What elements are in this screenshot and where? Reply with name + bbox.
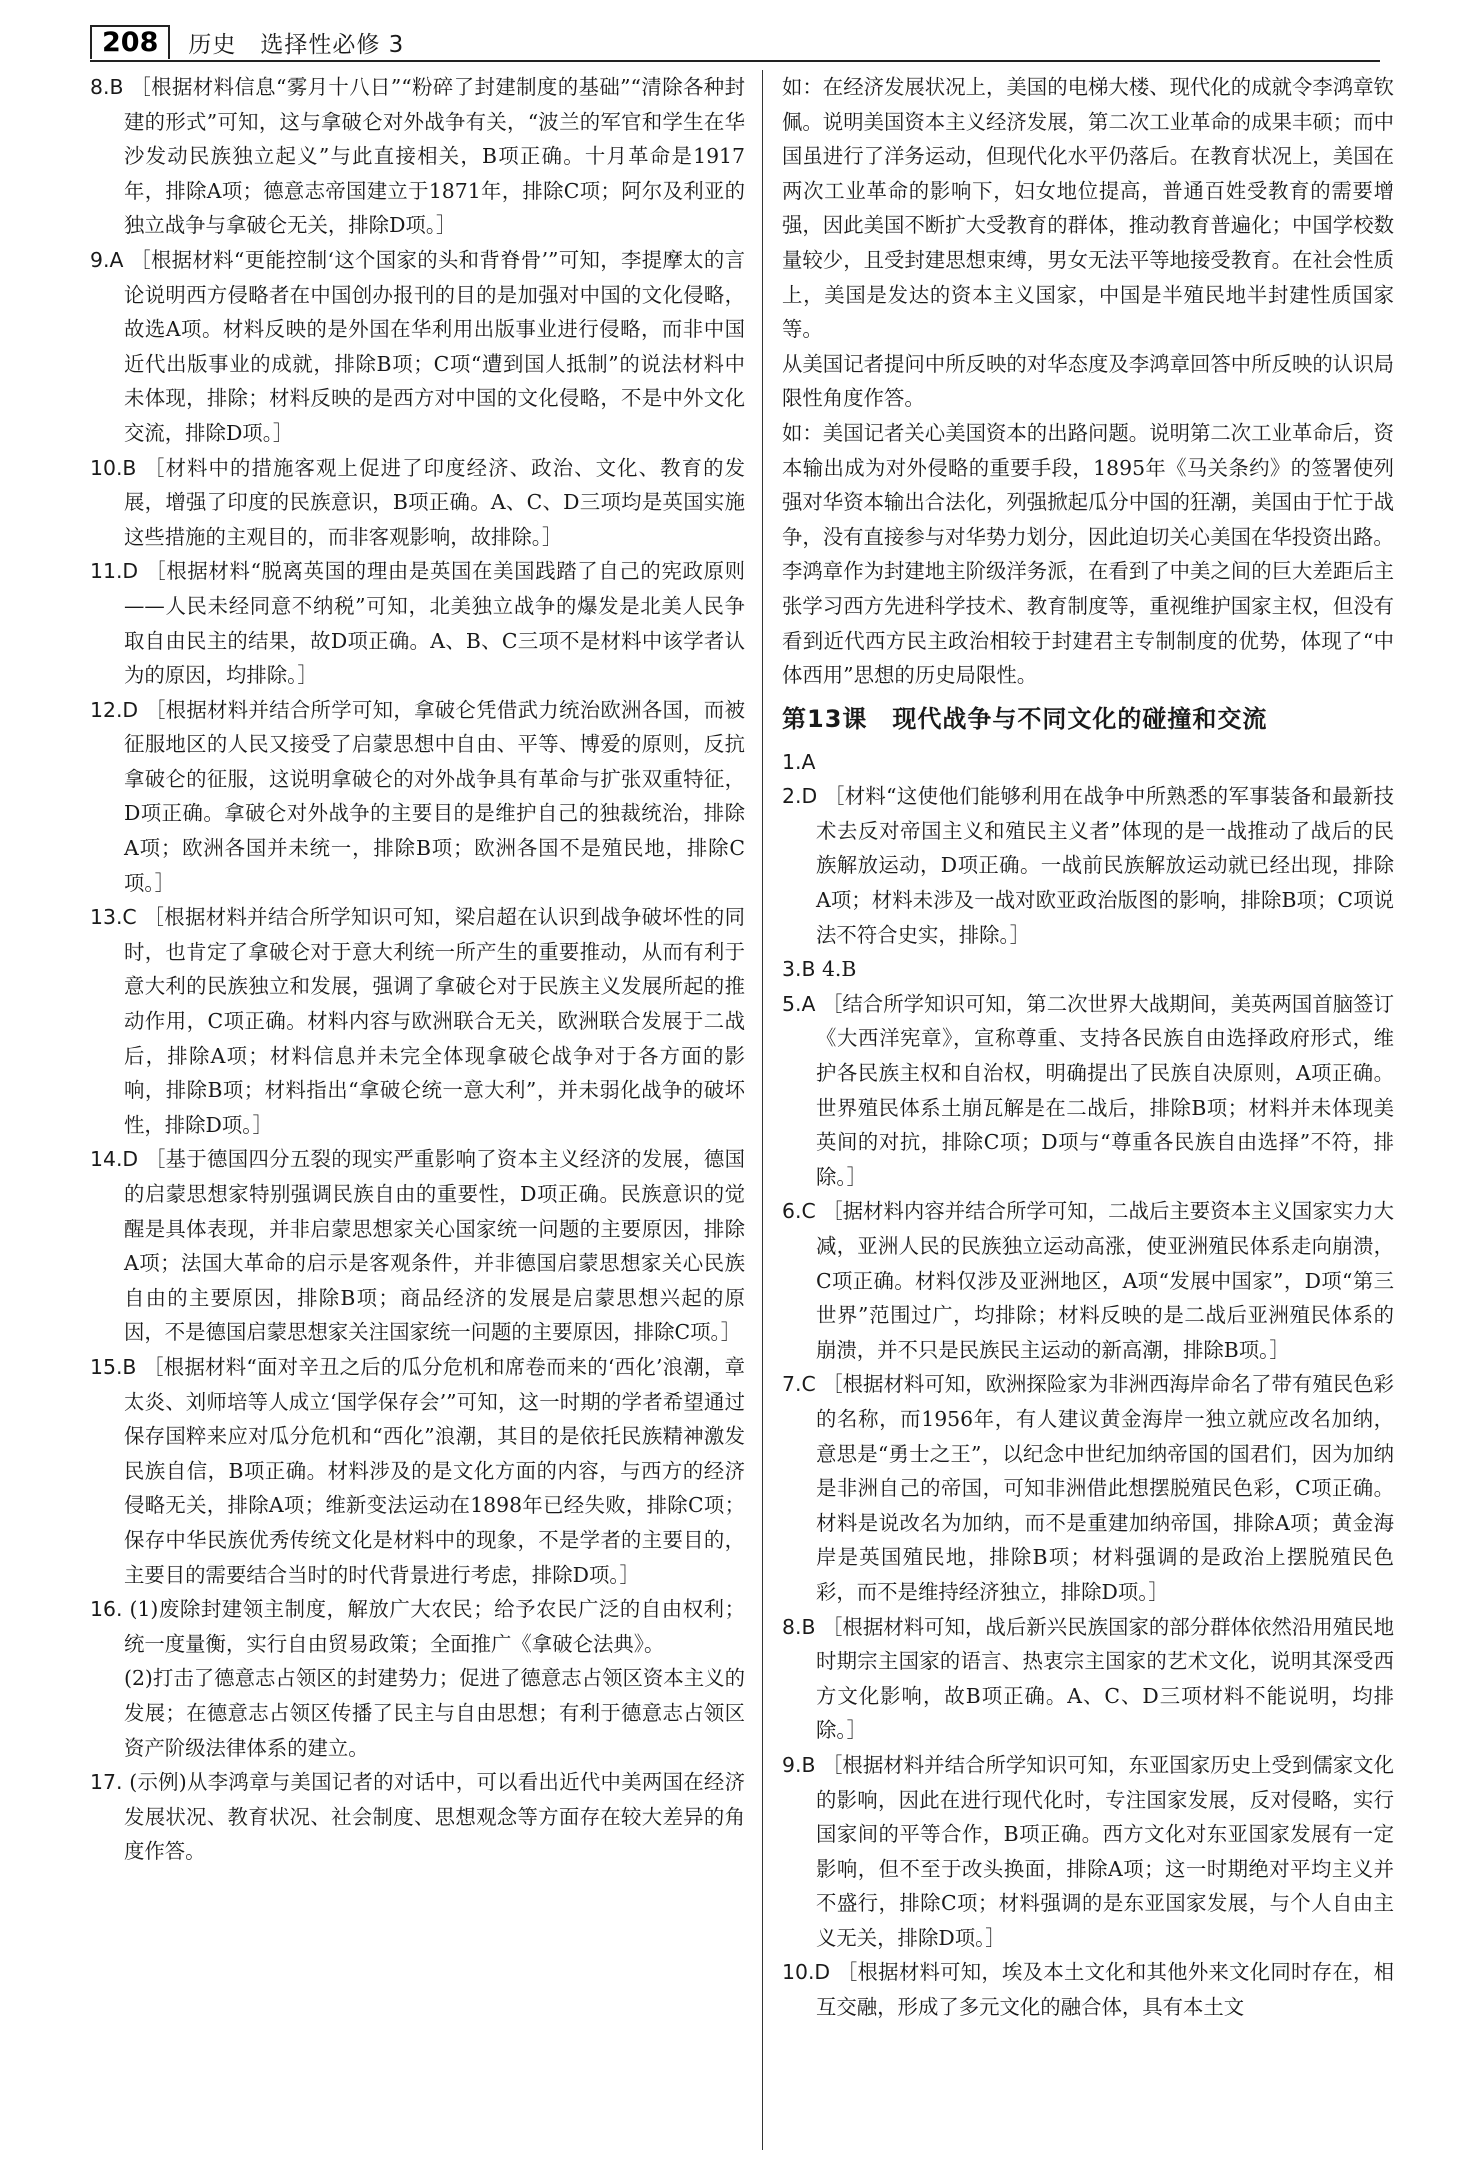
answer-text: ［根据材料可知，战后新兴民族国家的部分群体依然沿用殖民地时期宗主国家的语言、热衷宗主国家的艺术文化，说明其深受西方文化影响，故B项正确。A、C、D三项材料不能说明，均排除。］ [816, 1614, 1395, 1743]
subject-label: 历史 [188, 31, 237, 58]
right-column [782, 70, 1394, 2025]
answer-subpart: (2)打击了德意志占领区的封建势力；促进了德意志占领区资本主义的发展；在德意志占领区传播了民主与自由思想；有利于德意志占领区资产阶级法律体系的建立。 [124, 1666, 745, 1760]
answer-text: ［根据材料可知，欧洲探险家为非洲西海岸命名了带有殖民色彩的名称，而1956年，有人建议黄金海岸一独立就应改名加纳，意思是“勇士之王”，以纪念中世纪加纳帝国的国君们，因为加纳是非洲自己的帝国，可知非洲借此想摆脱殖民色彩，C项正确。材料是说改名为加纳，而不是重建加纳帝国，排除A项；黄金海岸是英国殖民地，排除B项；材料强调的是政治上摆脱殖民色彩，而不是维持经济独立，排除D项。］ [816, 1372, 1394, 1604]
answer-text: ［根据材料“脱离英国的理由是英国在美国践踏了自己的宪政原则——人民未经同意不纳税”可知，北美独立战争的爆发是北美人民争取自由民主的结果，故D项正确。A、B、C三项不是材料中该学者认为的原因，均排除。］ [124, 559, 745, 688]
answer-item [782, 952, 1394, 987]
answer-text: (示例)从李鸿章与美国记者的对话中，可以看出近代中美两国在经济发展状况、教育状况、社会制度、思想观念等方面存在较大差异的角度作答。 [124, 1770, 745, 1864]
answer-text: ［根据材料“面对辛丑之后的瓜分危机和席卷而来的‘西化’浪潮，章太炎、刘师培等人成立‘国学保存会’”可知，这一时期的学者希望通过保存国粹来应对瓜分危机和“西化”浪潮，其目的是依托民族精神激发民族自信，B项正确。材料涉及的是文化方面的内容，与西方的经济侵略无关，排除A项；维新变法运动在1898年已经失败，排除C项；保存中华民族优秀传统文化是材料中的现象，不是学者的主要目的，主要目的需要结合当时的时代背景进行考虑，排除D项。］ [124, 1354, 745, 1587]
answer-number: 10.B [90, 455, 137, 480]
answer-number: 7.C [782, 1372, 816, 1397]
answer-item [782, 1194, 1394, 1367]
answer-number: 5.A [782, 991, 816, 1016]
book-label: 选择性必修 3 [260, 31, 405, 58]
answer-item [782, 1610, 1394, 1748]
answer-number: 13.C [90, 905, 137, 930]
answer-text: ［根据材料可知，埃及本土文化和其他外来文化同时存在，相互交融，形成了多元文化的融合体，具有本土文 [816, 1960, 1395, 2020]
page-header [90, 24, 1380, 62]
answer-number: 15.B [90, 1354, 137, 1379]
answer-item [90, 1350, 745, 1592]
answer-number: 16. [90, 1597, 123, 1622]
answer-number: 1.A [782, 749, 816, 774]
left-column [90, 70, 745, 1869]
lesson-title: 第13课 现代战争与不同文化的碰撞和交流 [782, 704, 1268, 733]
page-number: 208 [90, 25, 170, 59]
answer-item [90, 900, 745, 1142]
answer-paragraph: 如：在经济发展状况上，美国的电梯大楼、现代化的成就令李鸿章钦佩。说明美国资本主义经济发展，第二次工业革命的成果丰硕；而中国虽进行了洋务运动，但现代化水平仍落后。在教育状况上，美国在两次工业革命的影响下，妇女地位提高，普通百姓受教育的需要增强，因此美国不断扩大受教育的群体，推动教育普遍化；中国学校数量较少，且受封建思想束缚，男女无法平等地接受教育。在社会性质上，美国是发达的资本主义国家，中国是半殖民地半封建性质国家等。 [782, 75, 1394, 342]
answer-number: 17. [90, 1770, 123, 1795]
answer-number: 3.B [782, 957, 816, 982]
answer-text: ［基于德国四分五裂的现实严重影响了资本主义经济的发展，德国的启蒙思想家特别强调民族自由的重要性，D项正确。民族意识的觉醒是具体表现，并非启蒙思想家关心国家统一问题的主要原因，排除A项；法国大革命的启示是客观条件，并非德国启蒙思想家关心民族自由的主要原因，排除B项；商品经济的发展是启蒙思想兴起的原因，不是德国启蒙思想家关注国家统一问题的主要原因，排除C项。］ [124, 1147, 745, 1345]
answer-paragraph: 如：美国记者关心美国资本的出路问题。说明第二次工业革命后，资本输出成为对外侵略的重要手段，1895年《马关条约》的签署使列强对华资本输出合法化，列强掀起瓜分中国的狂潮，美国由于忙于战争，没有直接参与对华势力划分，因此迫切关心美国在华投资出路。 [782, 420, 1394, 549]
answer-item [782, 1748, 1394, 1956]
answer-item [782, 1367, 1394, 1609]
answer-paragraph: 李鸿章作为封建地主阶级洋务派，在看到了中美之间的巨大差距后主张学习西方先进科学技术、教育制度等，重视维护国家主权，但没有看到近代西方民主政治相较于封建君主专制制度的优势，体现了“中体西用”思想的历史局限性。 [782, 559, 1394, 688]
answer-item [782, 987, 1394, 1195]
answer-item [90, 1592, 745, 1661]
answer-number: 8.B [90, 75, 124, 99]
answer-item [782, 779, 1394, 952]
answer-item [782, 745, 1394, 780]
answer-text: (1)废除封建领主制度，解放广大农民；给予农民广泛的自由权利；统一度量衡，实行自由贸易政策；全面推广《拿破仑法典》。 [124, 1597, 745, 1656]
answer-text: ［根据材料“更能控制‘这个国家的头和背脊骨’”可知，李提摩太的言论说明西方侵略者在中国创办报刊的目的是加强对中国的文化侵略，故选A项。材料反映的是外国在华利用出版事业进行侵略，而非中国近代出版事业的成就，排除B项；C项“遭到国人抵制”的说法材料中未体现，排除；材料反映的是西方对中国的文化侵略，不是中外文化交流，排除D项。］ [124, 247, 746, 445]
answer-item [90, 693, 745, 901]
answer-text: ［材料“这使他们能够利用在战争中所熟悉的军事装备和最新技术去反对帝国主义和殖民主义者”体现的是一战推动了战后的民族解放运动，D项正确。一战前民族解放运动就已经出现，排除A项；材料未涉及一战对欧亚政治版图的影响，排除B项；C项说法不符合史实，排除。］ [816, 784, 1395, 947]
answer-item [90, 243, 745, 451]
answer-item [90, 1142, 745, 1350]
answer-number: 9.A [90, 247, 124, 272]
answer-text: ［结合所学知识可知，第二次世界大战期间，美英两国首脑签订《大西洋宪章》，宣称尊重、支持各民族自由选择政府形式，维护各民族主权和自治权，明确提出了民族自决原则，A项正确。世界殖民体系土崩瓦解是在二战后，排除B项；材料并未体现美英间的对抗，排除C项；D项与“尊重各民族自由选择”不符，排除。］ [816, 991, 1395, 1189]
answer-item [90, 70, 745, 243]
answer-item [782, 1955, 1394, 2024]
answer-paragraph: 从美国记者提问中所反映的对华态度及李鸿章回答中所反映的认识局限性角度作答。 [782, 351, 1394, 411]
answer-item [90, 554, 745, 692]
answer-item [90, 451, 745, 555]
answer-number: 11.D [90, 559, 139, 584]
answer-number: 8.B [782, 1614, 816, 1639]
answer-number: 2.D [782, 784, 818, 809]
answer-item [90, 1765, 745, 1869]
answer-number: 12.D [90, 697, 139, 722]
answer-text: ［根据材料并结合所学知识可知，梁启超在认识到战争破坏性的同时，也肯定了拿破仑对于意大利统一所产生的重要推动，从而有利于意大利的民族独立和发展，强调了拿破仑对于民族主义发展所起的推动作用，C项正确。材料内容与欧洲联合无关，欧洲联合发展于二战后，排除A项；材料信息并未完全体现拿破仑战争对于各方面的影响，排除B项；材料指出“拿破仑统一意大利”，并未弱化战争的破坏性，排除D项。］ [124, 905, 746, 1137]
column-divider [762, 70, 763, 2150]
answer-number: 14.D [90, 1147, 139, 1172]
answer-text: ［材料中的措施客观上促进了印度经济、政治、文化、教育的发展，增强了印度的民族意识，B项正确。A、C、D三项均是英国实施这些措施的主观目的，而非客观影响，故排除。］ [124, 455, 746, 549]
answer-number: 9.B [782, 1752, 816, 1777]
answer-text: 4.B [821, 957, 857, 982]
answer-text: ［据材料内容并结合所学可知，二战后主要资本主义国家实力大减，亚洲人民的民族独立运动高涨，使亚洲殖民体系走向崩溃，C项正确。材料仅涉及亚洲地区，A项“发展中国家”，D项“第三世界”范围过广，均排除；材料反映的是二战后亚洲殖民体系的崩溃，并不只是民族民主运动的新高潮，排除B项。］ [816, 1199, 1394, 1362]
answer-number: 6.C [782, 1199, 816, 1224]
answer-text: ［根据材料并结合所学知识可知，东亚国家历史上受到儒家文化的影响，因此在进行现代化时，专注国家发展，反对侵略，实行国家间的平等合作，B项正确。西方文化对东亚国家发展有一定影响，但不至于改头换面，排除A项；这一时期绝对平均主义并不盛行，排除C项；材料强调的是东亚国家发展，与个人自由主义无关，排除D项。］ [816, 1752, 1395, 1950]
answer-number: 10.D [782, 1960, 831, 1985]
answer-text: ［根据材料信息“雾月十八日”“粉碎了封建制度的基础”“清除各种封建的形式”可知，这与拿破仑对外战争有关，“波兰的军官和学生在华沙发动民族独立起义”与此直接相关，B项正确。十月革命是1917年，排除A项；德意志帝国建立于1871年，排除C项；阿尔及利亚的独立战争与拿破仑无关，排除D项。］ [124, 75, 746, 238]
answer-text: ［根据材料并结合所学可知，拿破仑凭借武力统治欧洲各国，而被征服地区的人民又接受了启蒙思想中自由、平等、博爱的原则，反抗拿破仑的征服，这说明拿破仑的对外战争具有革命与扩张双重特征，D项正确。拿破仑对外战争的主要目的是维护自己的独裁统治，排除A项；欧洲各国并未统一，排除B项；欧洲各国不是殖民地，排除C项。］ [124, 697, 745, 895]
